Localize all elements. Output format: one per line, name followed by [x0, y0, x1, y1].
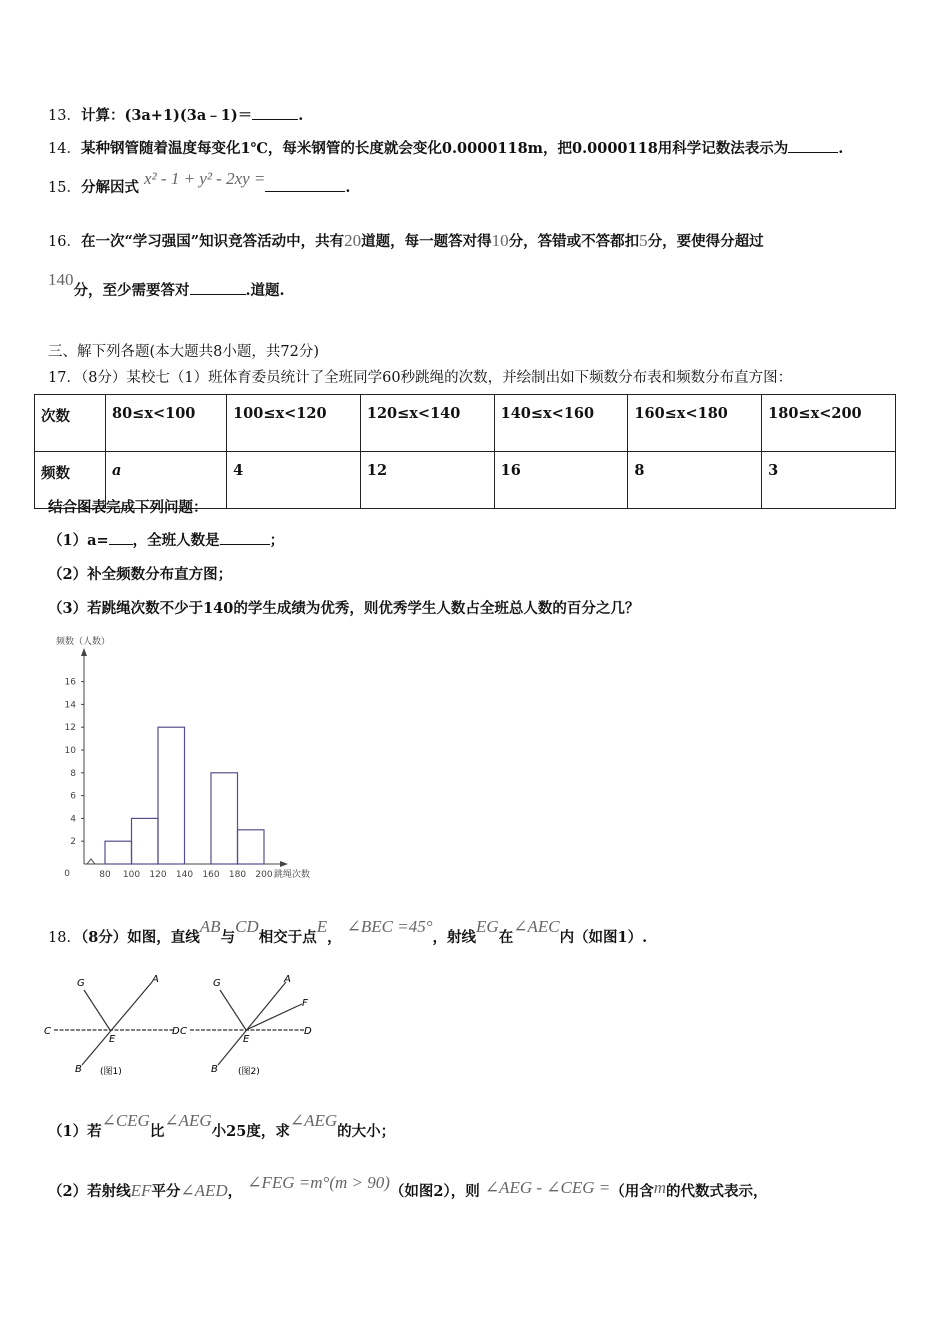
label-f: F	[302, 998, 308, 1009]
question-text: 分，答错或不答都扣	[508, 233, 640, 250]
question-text: 计算：(3a+1)(3a﹣1)＝	[80, 107, 253, 124]
answer-blank	[109, 530, 133, 545]
question-text: 分，要使得分超过	[647, 233, 764, 250]
math-difference: ∠AEG - ∠CEG =	[484, 1178, 611, 1197]
part-text: （如图2），则	[389, 1183, 480, 1200]
label-c: C	[44, 1026, 51, 1037]
question-13	[48, 104, 303, 125]
question-16	[48, 230, 764, 251]
y-tick-label: 10	[64, 746, 76, 756]
question-text: ，	[327, 929, 342, 946]
table-cell: 4	[227, 452, 361, 509]
question-number: 18．	[48, 930, 81, 946]
table-cell: 12	[360, 452, 494, 509]
y-tick-label: 12	[64, 723, 76, 734]
question-text: 内（如图1）.	[559, 929, 648, 946]
math-CD: CD	[235, 917, 259, 936]
histogram-bar	[158, 727, 185, 864]
origin-label: 0	[64, 869, 70, 879]
histogram-bar	[211, 773, 238, 864]
math-angle-feg: ∠FEG =m°(m > 90)	[247, 1173, 390, 1192]
part-text: （1）若	[48, 1123, 102, 1140]
answer-blank	[190, 280, 246, 295]
label-g: G	[77, 978, 85, 989]
table-cell: 180≤x<200	[762, 395, 896, 452]
q18-part1	[48, 1111, 396, 1141]
q17-intro: 结合图表完成下列问题：	[48, 499, 208, 516]
section-heading: 三、解下列各题(本大题共8小题，共72分)	[48, 344, 319, 360]
frequency-histogram	[52, 630, 352, 890]
table-cell: 3	[762, 452, 896, 509]
question-number: 13．	[48, 108, 81, 124]
x-tick-label: 80	[99, 870, 111, 880]
figure-caption: (图2)	[238, 1067, 260, 1077]
question-tail: .	[838, 140, 844, 157]
math-angle-aeg: ∠AEG	[164, 1111, 212, 1130]
question-number: 16．	[48, 234, 81, 250]
table-cell: 16	[494, 452, 628, 509]
table-row	[35, 395, 896, 452]
q18-part2	[48, 1173, 768, 1201]
number-140: 140	[48, 270, 74, 289]
table-cell: 80≤x<100	[106, 395, 227, 452]
table-cell: 8	[628, 452, 762, 509]
axis-break-mark	[87, 859, 95, 864]
math-angle-aeg: ∠AEG	[289, 1111, 338, 1130]
table-cell: 120≤x<140	[360, 395, 494, 452]
math-EF: EF	[130, 1181, 152, 1200]
y-axis-label: 频数（人数）	[56, 637, 111, 647]
ray-ef	[246, 1004, 302, 1030]
question-text: 道题，每一题答对得	[361, 233, 492, 250]
table-cell: 次数	[35, 395, 106, 452]
figure-2	[178, 970, 328, 1080]
question-17	[48, 366, 792, 387]
math-AB: AB	[199, 917, 221, 936]
question-tail: .道题.	[245, 282, 285, 299]
part-text: ，全班人数是	[132, 532, 220, 549]
table-cell: 100≤x<120	[227, 395, 361, 452]
question-number: 15．	[48, 180, 81, 196]
question-text: 在一次“学习强国”知识竞答活动中，共有	[80, 233, 345, 250]
table-cell: a	[106, 452, 227, 509]
question-number: 17．	[48, 370, 81, 386]
math-E: E	[316, 917, 328, 936]
question-text: 分解因式	[80, 179, 139, 196]
math-angle-ceg: ∠CEG	[101, 1111, 150, 1130]
label-a: A	[152, 974, 159, 985]
label-e: E	[243, 1034, 250, 1045]
part-text: ；	[269, 532, 285, 549]
question-tail: .	[345, 179, 351, 196]
part-text: ，	[227, 1183, 243, 1200]
math-angle-aed: ∠AED	[180, 1181, 228, 1200]
answer-blank	[220, 530, 270, 545]
y-tick-label: 16	[64, 677, 76, 688]
histogram-bar	[132, 818, 159, 864]
line-ab	[82, 982, 152, 1065]
label-d: D	[172, 1026, 180, 1037]
table-cell: 140≤x<160	[494, 395, 628, 452]
label-e: E	[109, 1034, 116, 1045]
part-text: 比	[149, 1123, 165, 1140]
question-number: 14．	[48, 141, 81, 157]
q17-part2: （2）补全频数分布直方图；	[48, 566, 233, 583]
answer-blank	[265, 177, 345, 192]
figure-1	[42, 970, 192, 1080]
y-tick-label: 14	[64, 700, 76, 711]
label-b: B	[211, 1064, 218, 1075]
part-text: 的代数式表示，	[666, 1183, 768, 1200]
question-text: 与	[220, 929, 236, 946]
y-tick-label: 6	[70, 791, 76, 802]
label-c: C	[180, 1026, 187, 1037]
question-text: ，射线	[432, 929, 477, 946]
table-cell: 频数	[35, 452, 106, 509]
math-expression: x² - 1 + y² - 2xy =	[144, 169, 266, 188]
x-axis-arrow	[280, 861, 288, 867]
x-tick-label: 180	[228, 870, 247, 880]
q17-part1	[48, 529, 284, 550]
question-text: （8分）某校七（1）班体育委员统计了全班同学60秒跳绳的次数，并绘制出如下频数分布表和频数分布直方图：	[80, 370, 793, 386]
math-m: m	[653, 1178, 667, 1197]
number-5: 5	[639, 231, 648, 250]
part-text: 小25度，求	[211, 1123, 290, 1140]
question-text: 相交于点	[258, 929, 317, 946]
x-tick-label: 120	[149, 870, 167, 880]
ray-eg	[84, 990, 110, 1030]
question-text: 分，至少需要答对	[73, 282, 190, 299]
line-ab	[218, 982, 286, 1065]
x-tick-label: 100	[122, 870, 141, 880]
part-text: （1）a=	[48, 532, 109, 549]
y-axis-arrow	[81, 648, 87, 656]
y-tick-label: 4	[70, 814, 76, 825]
x-tick-label: 200	[255, 870, 273, 880]
label-b: B	[75, 1064, 82, 1075]
histogram-bar	[105, 841, 132, 864]
math-EG: EG	[476, 917, 499, 936]
part-text: （2）若射线	[48, 1183, 131, 1200]
answer-blank	[252, 105, 298, 120]
frequency-table	[34, 394, 896, 509]
figure-caption: (图1)	[100, 1067, 122, 1077]
question-15	[48, 169, 351, 197]
question-18	[48, 917, 648, 947]
number-20: 20	[344, 231, 362, 250]
part-text: 平分	[151, 1183, 181, 1200]
math-angle-aec: ∠AEC	[513, 917, 560, 936]
question-text: （8分）如图，直线	[80, 929, 200, 946]
histogram-bar	[238, 830, 265, 864]
label-a: A	[284, 974, 291, 985]
y-tick-label: 2	[70, 837, 76, 848]
ray-eg	[220, 990, 246, 1030]
question-16-cont	[48, 270, 285, 300]
x-tick-label: 140	[175, 870, 194, 880]
part-text: （用含	[610, 1183, 654, 1200]
x-axis-label: 跳绳次数	[274, 870, 311, 880]
part-text: 的大小；	[337, 1123, 396, 1140]
question-text: 在	[498, 929, 514, 946]
answer-blank	[788, 138, 838, 153]
math-angle-bec: ∠BEC =45°	[346, 917, 433, 936]
q17-part3: （3）若跳绳次数不少于140的学生成绩为优秀，则优秀学生人数占全班总人数的百分之几？	[48, 600, 640, 617]
label-g: G	[213, 978, 221, 989]
question-tail: .	[298, 107, 304, 124]
y-tick-label: 8	[70, 768, 76, 779]
question-14	[48, 137, 843, 158]
table-cell: 160≤x<180	[628, 395, 762, 452]
question-text: 某种钢管随着温度每变化1℃，每米钢管的长度就会变化0.0000118m，把0.0000118用科学记数法表示为	[80, 140, 789, 157]
number-10: 10	[491, 231, 509, 250]
x-tick-label: 160	[202, 870, 220, 880]
label-d: D	[304, 1026, 312, 1037]
